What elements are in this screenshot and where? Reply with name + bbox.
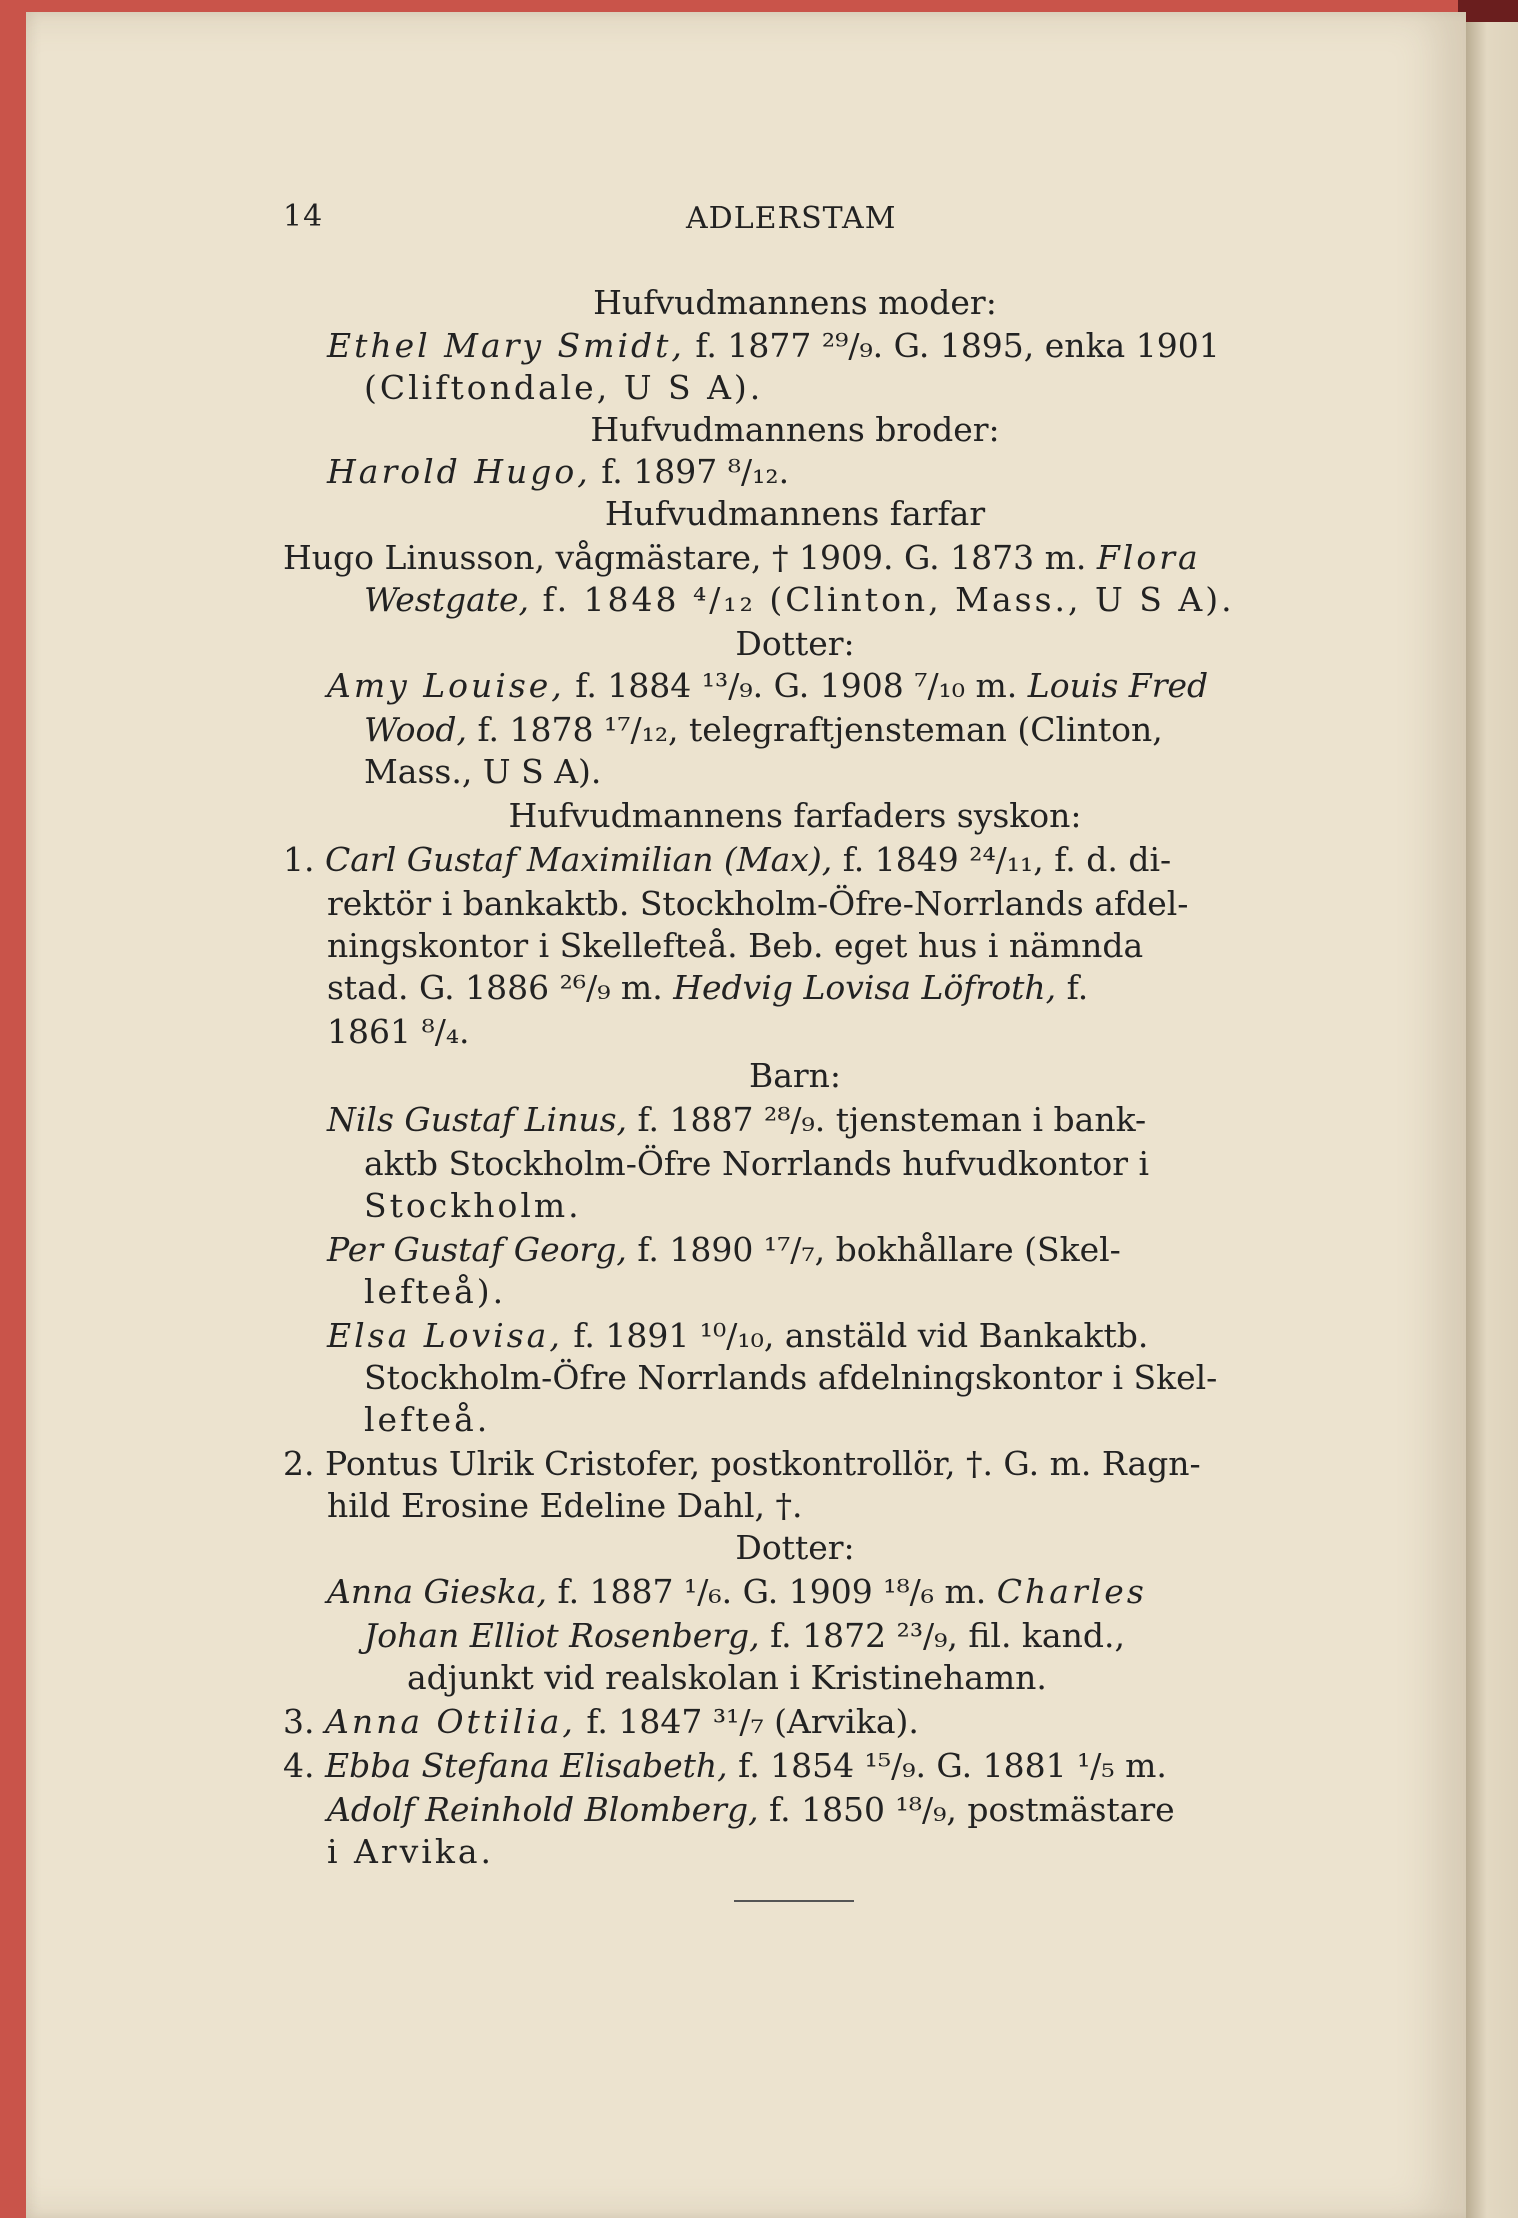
entry-ethel bbox=[327, 325, 1220, 367]
heading-moder: Hufvudmannens moder: bbox=[593, 283, 997, 322]
entry-nils bbox=[327, 1099, 1146, 1141]
heading-syskon: Hufvudmannens farfaders syskon: bbox=[508, 796, 1082, 835]
name-wood: Wood, bbox=[364, 710, 468, 749]
text: f. 1872 ²³/₉, fil. kand., bbox=[759, 1616, 1125, 1655]
name-ethel: Ethel Mary Smidt, bbox=[327, 326, 685, 365]
text: f. 1891 ¹⁰/₁₀, anstäld vid Bankaktb. bbox=[562, 1316, 1149, 1355]
line: lefteå). bbox=[364, 1272, 507, 1311]
heading-barn: Barn: bbox=[748, 1056, 842, 1095]
text: f. 1884 ¹³/₉. G. 1908 ⁷/₁₀ m. bbox=[564, 666, 1018, 705]
end-rule bbox=[734, 1900, 854, 1902]
text: f. 1848 ⁴/₁₂ (Clinton, Mass., U S A). bbox=[529, 580, 1235, 619]
line: adjunkt vid realskolan i Kristinehamn. bbox=[407, 1658, 1047, 1697]
entry-per bbox=[327, 1229, 1121, 1271]
entry-amy bbox=[327, 665, 1208, 707]
name-amy: Amy Louise, bbox=[327, 666, 565, 705]
entry-anna-gieska bbox=[327, 1571, 1147, 1613]
text: Pontus Ulrik Cristofer, postkontrollör, †. G. m. Ragn- bbox=[325, 1444, 1201, 1483]
name-harold: Harold Hugo, bbox=[327, 452, 591, 491]
text: Hugo Linusson, vågmästare, † 1909. G. 1873 m. bbox=[283, 538, 1087, 577]
name-elsa: Elsa Lovisa, bbox=[327, 1316, 563, 1355]
text: stad. G. 1886 ²⁶/₉ m. bbox=[327, 968, 663, 1007]
number: 2. bbox=[283, 1444, 315, 1483]
line bbox=[327, 1789, 1175, 1831]
text: f. 1849 ²⁴/₁₁, f. d. di- bbox=[832, 840, 1172, 879]
text: f. 1877 ²⁹/₉. G. 1895, enka 1901 bbox=[684, 326, 1220, 365]
heading-broder: Hufvudmannens broder: bbox=[590, 410, 1000, 449]
line bbox=[327, 967, 1088, 1009]
line bbox=[364, 579, 1235, 621]
text: f. 1847 ³¹/₇ (Arvika). bbox=[575, 1702, 919, 1741]
page-number: 14 bbox=[283, 199, 324, 234]
line bbox=[364, 1615, 1125, 1657]
name-louis: Louis Fred bbox=[1027, 666, 1209, 705]
heading-dotter: Dotter: bbox=[735, 624, 855, 663]
entry-hugo bbox=[283, 537, 1201, 579]
line: hild Erosine Edeline Dahl, †. bbox=[327, 1486, 803, 1525]
entry-anna-ottilia bbox=[283, 1701, 919, 1743]
line: i Arvika. bbox=[327, 1832, 495, 1871]
running-header: ADLERSTAM bbox=[686, 201, 897, 236]
text: f. 1854 ¹⁵/₉. G. 1881 ¹/₅ m. bbox=[727, 1746, 1167, 1785]
text: f. 1850 ¹⁸/₉, postmästare bbox=[758, 1790, 1175, 1829]
text: f. 1887 ¹/₆. G. 1909 ¹⁸/₆ m. bbox=[547, 1572, 987, 1611]
number: 4. bbox=[283, 1746, 315, 1785]
line: (Cliftondale, U S A). bbox=[364, 368, 764, 407]
name-anna-ottilia: Anna Ottilia, bbox=[325, 1702, 576, 1741]
entry-ebba bbox=[283, 1745, 1167, 1787]
name-johan: Johan Elliot Rosenberg, bbox=[364, 1616, 760, 1655]
line: lefteå. bbox=[364, 1400, 491, 1439]
line: Mass., U S A). bbox=[364, 752, 602, 791]
heading-dotter: Dotter: bbox=[735, 1528, 855, 1567]
name-ebba: Ebba Stefana Elisabeth, bbox=[325, 1746, 728, 1785]
entry-pontus bbox=[283, 1443, 1201, 1485]
name-adolf: Adolf Reinhold Blomberg, bbox=[327, 1790, 759, 1829]
text: f. 1887 ²⁸/₉. tjensteman i bank- bbox=[627, 1100, 1147, 1139]
text: f. bbox=[1056, 968, 1089, 1007]
line: Stockholm-Öfre Norrlands afdelningskontor i Skel- bbox=[364, 1358, 1218, 1397]
text: f. 1878 ¹⁷/₁₂, telegraftjensteman (Clinton, bbox=[467, 710, 1163, 749]
name-charles: Charles bbox=[996, 1572, 1147, 1611]
number: 3. bbox=[283, 1702, 315, 1741]
heading-farfar: Hufvudmannens farfar bbox=[604, 494, 986, 533]
name-carl: Carl Gustaf Maximilian (Max), bbox=[325, 840, 833, 879]
name-nils: Nils Gustaf Linus, bbox=[327, 1100, 627, 1139]
line: ningskontor i Skellefteå. Beb. eget hus i nämnda bbox=[327, 926, 1144, 965]
name-per: Per Gustaf Georg, bbox=[327, 1230, 627, 1269]
line: aktb Stockholm-Öfre Norrlands hufvudkontor i bbox=[364, 1144, 1150, 1183]
line: Stockholm. bbox=[364, 1186, 582, 1225]
entry-carl bbox=[283, 839, 1171, 881]
text: f. 1890 ¹⁷/₇, bokhållare (Skel- bbox=[626, 1230, 1121, 1269]
line bbox=[364, 709, 1163, 751]
name-anna-gieska: Anna Gieska, bbox=[327, 1572, 548, 1611]
book-cover-corner bbox=[1458, 0, 1518, 22]
number: 1. bbox=[283, 840, 315, 879]
entry-elsa bbox=[327, 1315, 1148, 1357]
name-flora: Flora bbox=[1096, 538, 1201, 577]
name-hedvig: Hedvig Lovisa Löfroth, bbox=[673, 968, 1057, 1007]
next-page-edge bbox=[1466, 22, 1518, 2218]
line: rektör i bankaktb. Stockholm-Öfre-Norrlands afdel- bbox=[327, 884, 1189, 923]
entry-harold bbox=[327, 451, 789, 493]
line: 1861 ⁸/₄. bbox=[327, 1012, 470, 1051]
text: f. 1897 ⁸/₁₂. bbox=[590, 452, 790, 491]
name-westgate: Westgate, bbox=[364, 580, 530, 619]
